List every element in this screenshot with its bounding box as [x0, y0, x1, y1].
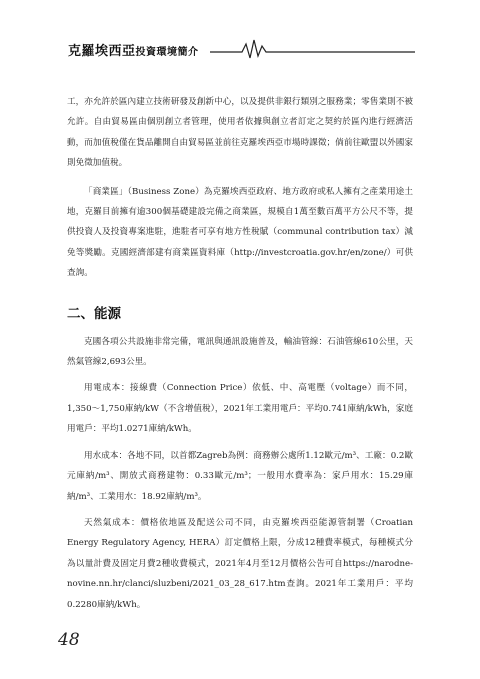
heartbeat-line-icon [210, 38, 415, 60]
paragraph-free-trade-zone: 工，亦允許於區內建立技術研發及創新中心，以及提供非銀行類別之服務業；零售業則不被允許。自由貿易區由個別創立者管理，使用者依據與創立者訂定之契約於區內進行經濟活動，而加值稅僅在貨品離開自由貿易區並前往克羅埃西亞市場時課徵；倘前往歐盟以外國家則免徵加值稅。 [67, 97, 413, 169]
paragraph-infrastructure: 克國各項公共設施非常完備，電訊與通訊設施普及，輸油管線：石油管線610公里，天然氣管線2,693公里。 [67, 336, 413, 368]
paragraph-gas-cost: 天然氣成本：價格依地區及配送公司不同，由克羅埃西亞能源管制署（Croatian Energy Regulatory Agency, HERA）訂定價格上限，分成12種費率模式，每種模式分為以量計費及固定月費2種收費模式，2021年4月至12月價格公告可自https://narodne-novine.nn.hr/clanci/sluzbeni/2021_03_28_617.htm查詢。2021年工業用戶：平均0.2280庫納/kWh。 [67, 517, 413, 610]
page-header [0, 0, 480, 62]
section-title-energy: 二、能源 [67, 305, 121, 322]
header-country: 克羅埃西亞 [68, 44, 136, 59]
paragraph-business-zone: 「商業區」（Business Zone）為克羅埃西亞政府、地方政府或私人擁有之產業用途土地，克羅目前擁有逾300個基礎建設完備之商業區，規模自1萬至數百萬平方公尺不等，提供投資人及投資專案進駐，進駐者可享有地方性稅賦（communal contribution tax）減免等獎勵。克國經濟部建有商業區資料庫（http://investcroatia.gov.hr/en/zone/）可供查詢。 [67, 186, 413, 279]
header-subtitle: 投資環境簡介 [135, 47, 199, 58]
page-body [67, 92, 413, 621]
paragraph-electricity-cost: 用電成本：接線費（Connection Price）依低、中、高電壓（voltage）而不同，1,350～1,750庫納/kW（不含增值稅），2021年工業用電戶：平均0.741庫納/kWh，家庭用電戶：平均1.0271庫納/kWh。 [67, 383, 413, 435]
paragraph-water-cost: 用水成本：各地不同，以首都Zagreb為例：商務辦公處所1.12歐元/m³、工廠：0.2歐元庫納/m³、開放式商務建物：0.33歐元/m³；一般用水費率為：家戶用水：15.29庫納/m³、工業用水：18.92庫納/m³。 [67, 450, 413, 502]
page-number: 48 [58, 630, 80, 650]
header-title [68, 40, 199, 59]
